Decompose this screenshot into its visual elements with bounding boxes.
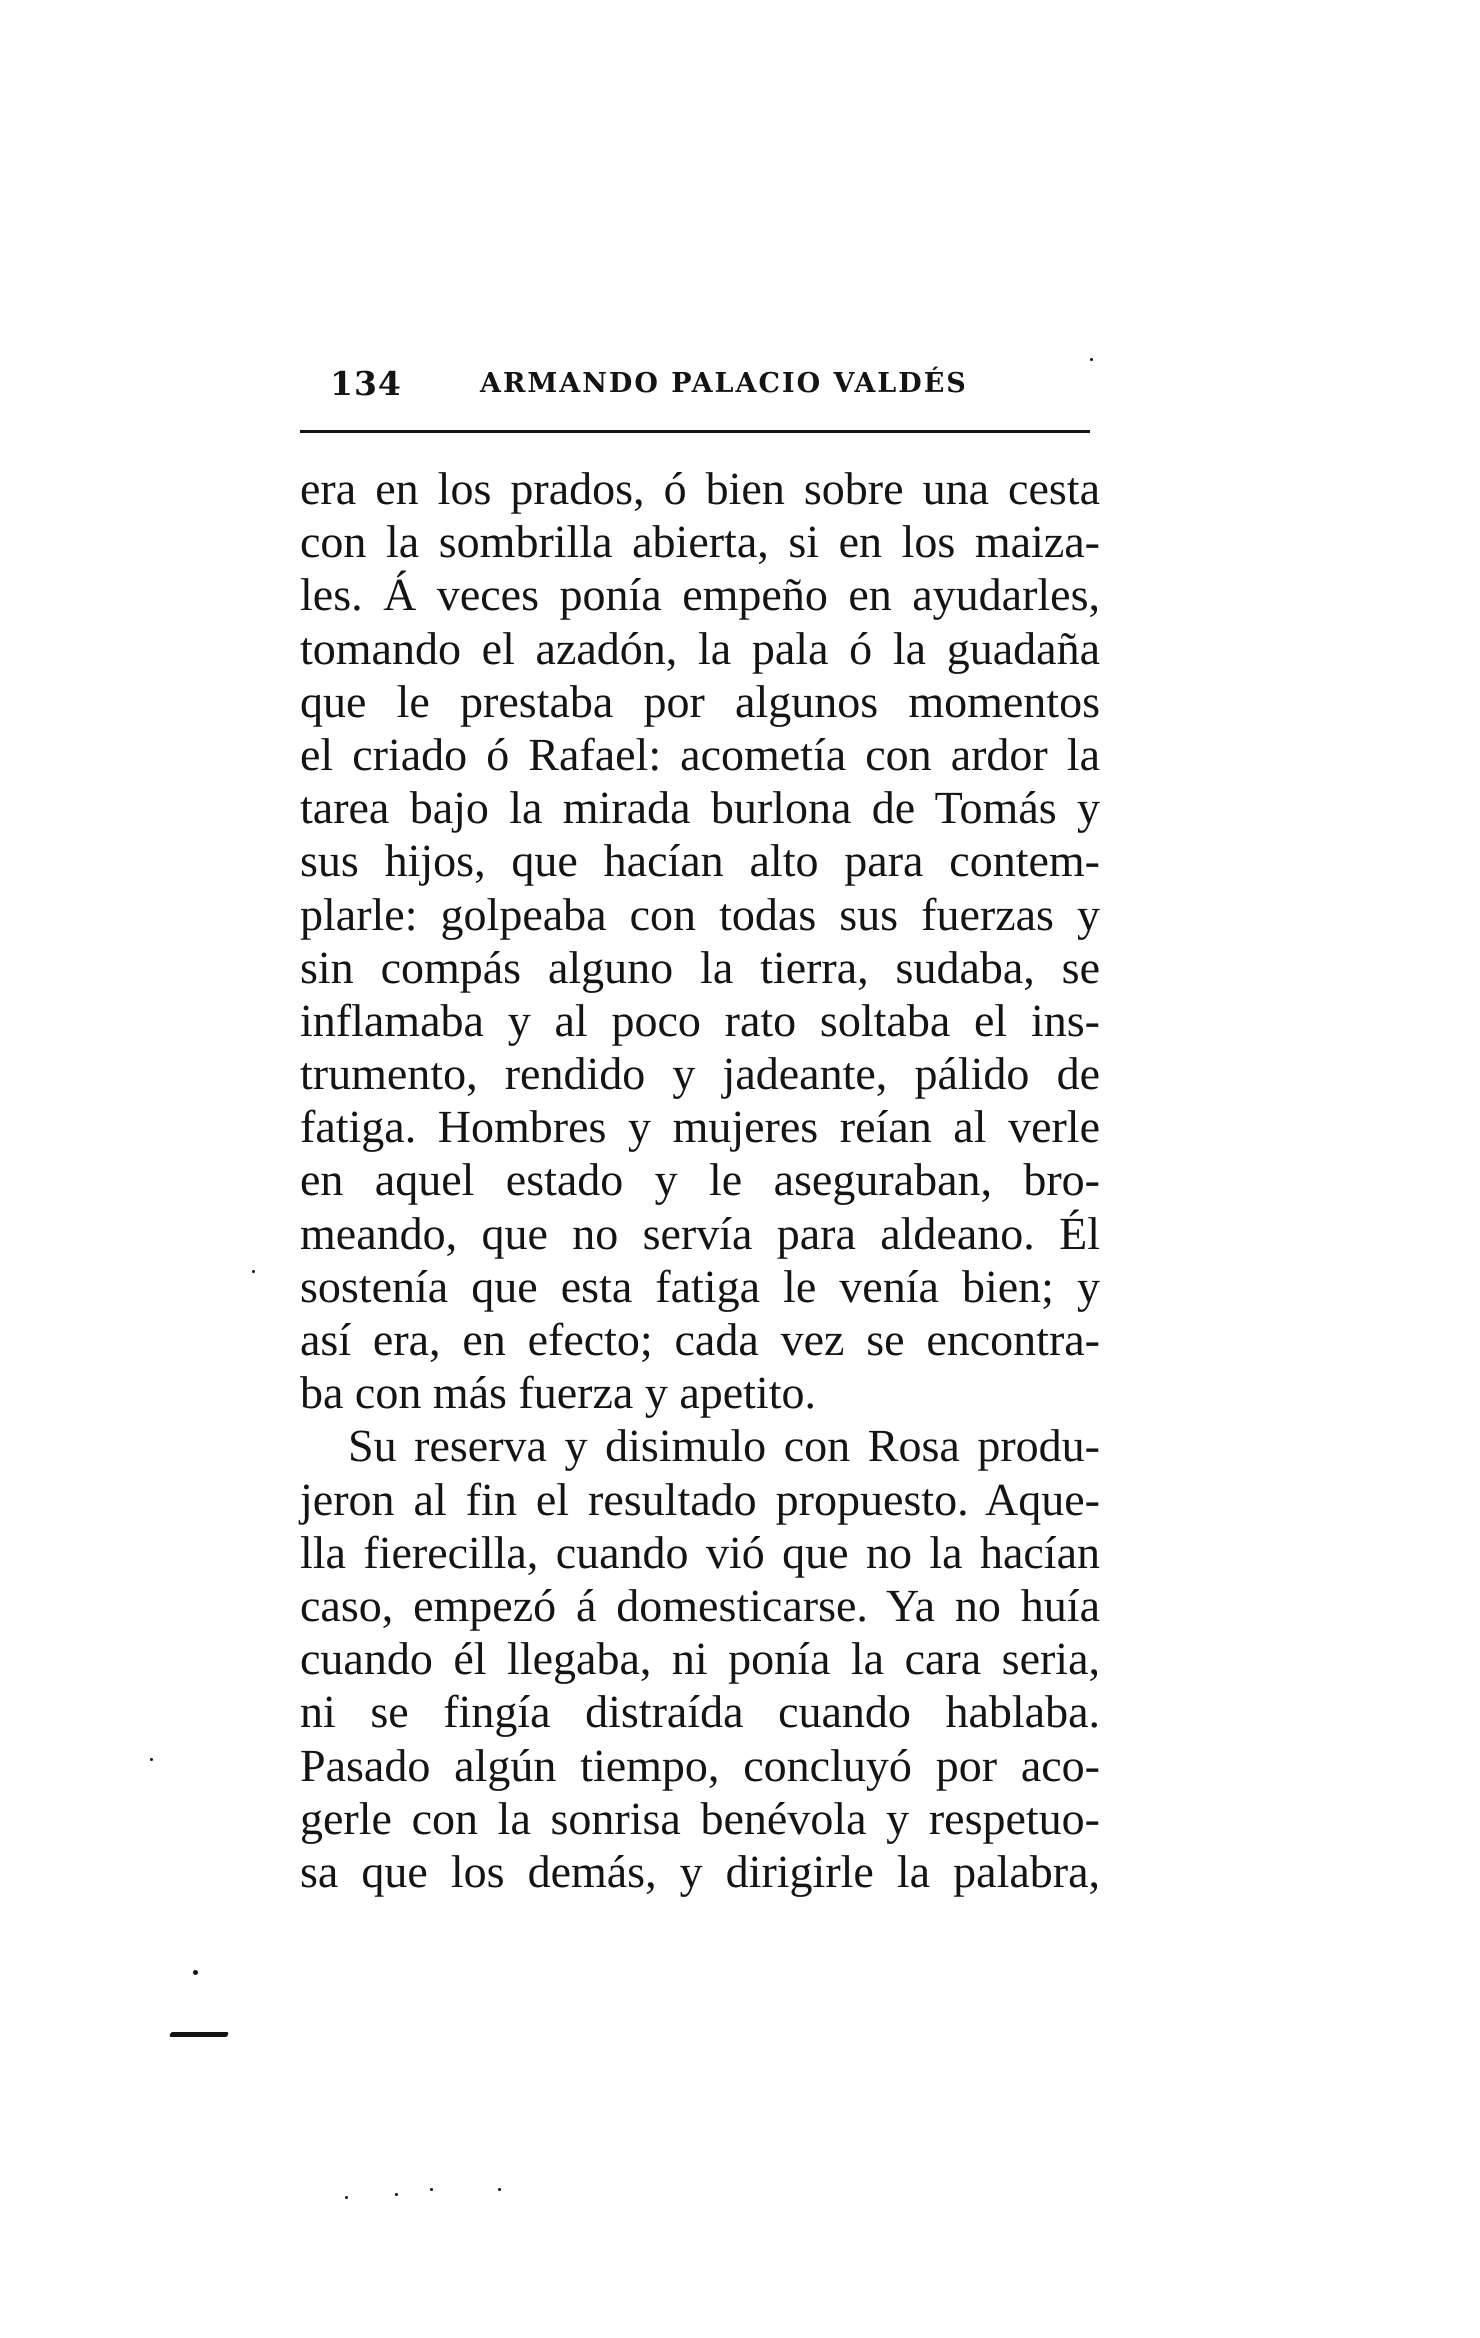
scan-speck: [150, 1758, 153, 1761]
text-line: plarle: golpeaba con todas sus fuerzas y: [300, 888, 1100, 940]
text-line: que le prestaba por algunos momentos: [300, 675, 1100, 727]
text-line: caso, empezó á domesticarse. Ya no huía: [300, 1579, 1100, 1631]
text-line: era en los prados, ó bien sobre una cesta: [300, 463, 1100, 514]
text-line: inflamaba y al poco rato soltaba el ins-: [300, 994, 1100, 1046]
text-line: sa que los demás, y dirigirle la palabra,: [300, 1845, 1100, 1897]
text-line: gerle con la sonrisa benévola y respetuo-: [300, 1792, 1100, 1844]
text-line: ni se fingía distraída cuando hablaba.: [300, 1686, 1100, 1738]
text-line: jeron al fin el resultado propuesto. Aque-: [300, 1473, 1100, 1525]
text-line: así era, en efecto; cada vez se encontra-: [300, 1314, 1100, 1365]
text-line: fatiga. Hombres y mujeres reían al verle: [300, 1101, 1100, 1153]
scan-smudge: [169, 2032, 229, 2037]
text-line: sus hijos, que hacían alto para contem-: [300, 835, 1100, 887]
body-text: [300, 462, 1100, 1898]
text-line: ba con más fuerza y apetito.: [300, 1367, 816, 1419]
page-number: 134: [330, 364, 402, 403]
scan-speck: [252, 1270, 255, 1273]
running-head: ARMANDO PALACIO VALDÉS: [480, 368, 968, 399]
text-line: tarea bajo la mirada burlona de Tomás y: [300, 782, 1100, 834]
text-line: con la sombrilla abierta, si en los maiza-: [300, 516, 1100, 568]
text-line: meando, que no servía para aldeano. Él: [300, 1207, 1100, 1259]
text-line: en aquel estado y le aseguraban, bro-: [300, 1154, 1100, 1206]
text-line: tomando el azadón, la pala ó la guadaña: [300, 622, 1100, 674]
header-rule: [300, 430, 1090, 433]
text-line: sin compás alguno la tierra, sudaba, se: [300, 941, 1100, 993]
paragraph-2: [300, 1419, 1100, 1898]
text-line: cuando él llegaba, ni ponía la cara seria,: [300, 1633, 1100, 1685]
scan-speck: [395, 2193, 398, 2196]
scan-speck: [430, 2188, 433, 2191]
scan-speck: [193, 1970, 198, 1975]
page-header: [330, 364, 1090, 408]
scan-speck: [1090, 358, 1093, 361]
scan-speck: [498, 2188, 501, 2191]
text-line: Pasado algún tiempo, concluyó por aco-: [300, 1739, 1100, 1791]
text-line: sostenía que esta fatiga le venía bien; y: [300, 1260, 1100, 1312]
paragraph-1: [300, 462, 1100, 1419]
text-line: lla fierecilla, cuando vió que no la hacían: [300, 1526, 1100, 1578]
text-line: les. Á veces ponía empeño en ayudarles,: [300, 569, 1100, 621]
text-line: el criado ó Rafael: acometía con ardor la: [300, 728, 1100, 780]
scan-speck: [345, 2196, 348, 2199]
text-line: Su reserva y disimulo con Rosa produ-: [348, 1420, 1100, 1472]
text-line: trumento, rendido y jadeante, pálido de: [300, 1048, 1100, 1100]
